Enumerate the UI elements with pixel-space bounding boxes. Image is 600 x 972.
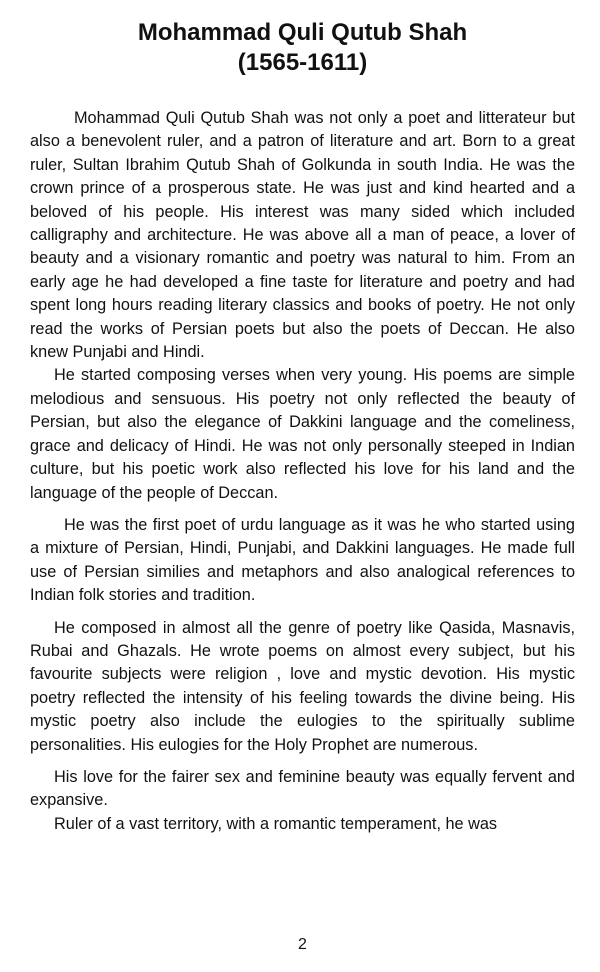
page-subtitle-dates: (1565-1611) — [237, 49, 368, 76]
body-text — [30, 107, 575, 836]
paragraph-6: Ruler of a vast territory, with a romantic temperament, he was — [54, 814, 498, 833]
paragraph-1: Mohammad Quli Qutub Shah was not only a poet and litterateur but also a benevolent ruler, and a patron of literature and art. Born to a great ruler, Sultan Ibrahim Qutub Shah of Golkunda in south India. He was the crown prince of a prosperous state. He was just and kind hearted and a beloved of his people. His interest was many sided which included calligraphy and architecture. He was above all a man of peace, a lover of beauty and a visionary romantic and poetry was natural to him. From an early age he had developed a fine taste for literature and poetry and had spent long hours reading literary classics and books of poetry. He not only read the works of Persian poets but also the poets of Deccan. He also knew Punjabi and Hindi. — [30, 109, 575, 362]
paragraph-4: He composed in almost all the genre of poetry like Qasida, Masnavis, Rubai and Ghazals. He wrote poems on almost every subject, but his favourite subjects were religion , love and mystic devotion. His mystic poetry reflected the intensity of his feeling towards the divine being. His mystic poetry also include the eulogies to the spiritually sublime personalities. His eulogies for the Holy Prophet are numerous. — [30, 618, 575, 754]
paragraph-5: His love for the fairer sex and feminine beauty was equally fervent and expansive. — [30, 767, 575, 810]
paragraph-2: He started composing verses when very young. His poems are simple melodious and sensuous. His poetry not only reflected the beauty of Persian, but also the elegance of Dakkini language and the comeliness, grace and delicacy of Hindi. He was not only personally steeped in Indian culture, but his poetic work also reflected his love for his land and the language of the people of Deccan. — [30, 366, 575, 502]
paragraph-3: He was the first poet of urdu language as it was he who started using a mixture of Persian, Hindi, Punjabi, and Dakkini languages. He made full use of Persian similies and metaphors and also analogical references to Indian folk stories and tradition. — [30, 515, 575, 605]
page-title: Mohammad Quli Qutub Shah — [137, 19, 468, 46]
document-page — [30, 0, 575, 972]
page-number: 2 — [298, 936, 307, 953]
